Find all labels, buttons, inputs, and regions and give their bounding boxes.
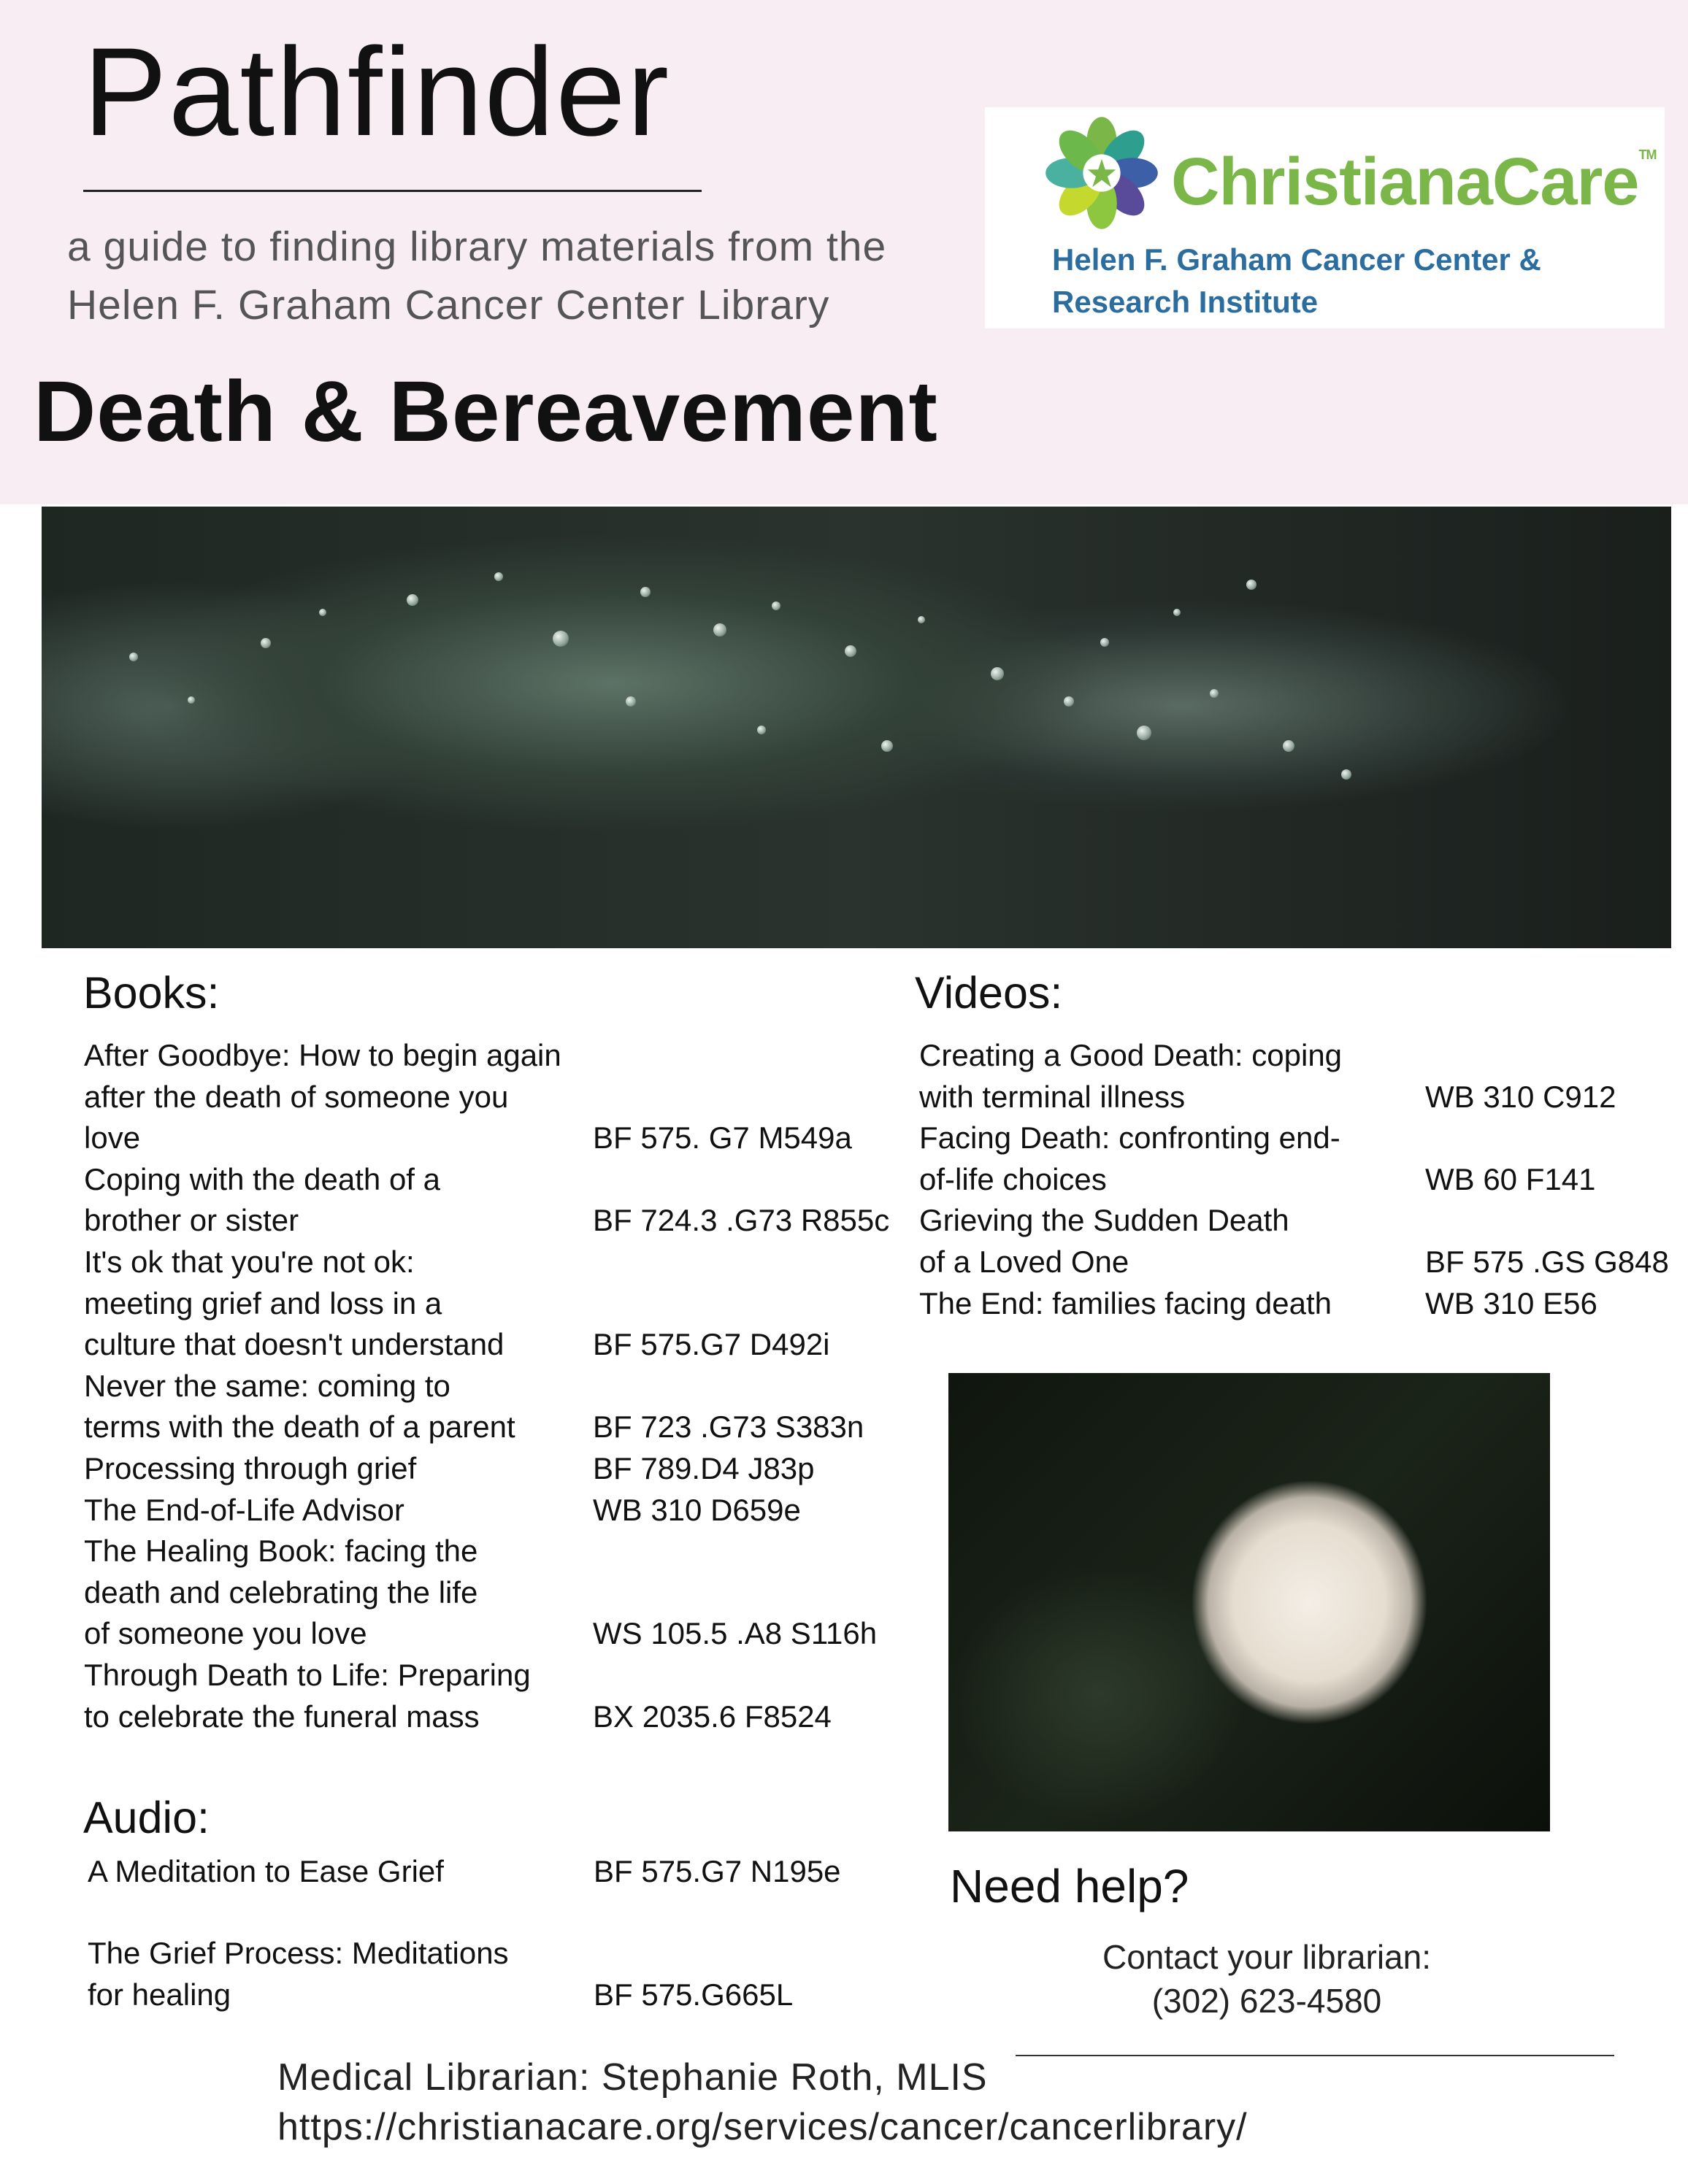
item-title: The Healing Book: facing the death and celebrating the life of someone you love xyxy=(84,1534,478,1651)
item-title: Coping with the death of a brother or sister xyxy=(84,1161,441,1238)
flower-logo-icon xyxy=(1043,115,1160,231)
call-number: BF 575.G7 N195e xyxy=(594,1854,841,1888)
book-entry xyxy=(84,1159,929,1242)
topic-heading: Death & Bereavement xyxy=(34,364,938,460)
water-drop xyxy=(494,572,503,581)
book-entry xyxy=(84,1035,929,1159)
book-entry xyxy=(84,1366,929,1448)
video-entry xyxy=(919,1035,1688,1118)
item-title: The End-of-Life Advisor xyxy=(84,1492,404,1527)
call-number: BX 2035.6 F8524 xyxy=(593,1699,832,1734)
water-drop xyxy=(188,696,195,704)
call-number: WB 310 C912 xyxy=(1425,1079,1616,1114)
water-drop xyxy=(1283,740,1294,752)
water-drop xyxy=(1246,580,1257,590)
book-entry xyxy=(84,1490,929,1531)
water-drop xyxy=(319,609,326,616)
call-number: BF 575. G7 M549a xyxy=(593,1120,852,1155)
audio-heading: Audio: xyxy=(83,1793,210,1842)
rose-image xyxy=(948,1373,1550,1831)
need-help-heading: Need help? xyxy=(950,1860,1189,1912)
water-drop xyxy=(1210,689,1219,698)
item-title: The Grief Process: Meditations for healing xyxy=(88,1936,509,2012)
water-drop xyxy=(1100,638,1109,647)
call-number: BF 724.3 .G73 R855c xyxy=(593,1203,890,1238)
water-drop xyxy=(1173,609,1181,616)
logo-subtitle-2: Research Institute xyxy=(1052,285,1319,319)
call-number: WS 105.5 .A8 S116h xyxy=(593,1616,878,1651)
call-number: BF 575.G7 D492i xyxy=(593,1327,830,1361)
call-number: WB 310 D659e xyxy=(593,1492,801,1527)
hero-image-dewy-branch xyxy=(42,507,1671,948)
book-entry xyxy=(84,1242,929,1366)
video-entry xyxy=(919,1200,1688,1283)
item-title: It's ok that you're not ok: meeting grief and loss in a culture that doesn't understand xyxy=(84,1245,505,1361)
item-title: Never the same: coming to terms with the death of a parent xyxy=(84,1368,515,1445)
water-drop xyxy=(845,645,856,657)
call-number: WB 310 E56 xyxy=(1425,1285,1597,1320)
call-number: BF 575 .GS G848 xyxy=(1425,1244,1669,1279)
water-drop xyxy=(261,638,271,648)
water-drop xyxy=(772,601,780,610)
contact-divider xyxy=(1016,2055,1614,2056)
call-number: WB 60 F141 xyxy=(1425,1161,1596,1196)
item-title: A Meditation to Ease Grief xyxy=(88,1854,444,1888)
water-drop xyxy=(757,726,766,734)
christianacare-logo xyxy=(985,107,1665,328)
water-drop xyxy=(918,616,925,623)
call-number: BF 723 .G73 S383n xyxy=(593,1410,864,1445)
item-title: Processing through grief xyxy=(84,1451,417,1485)
item-title: Grieving the Sudden Death of a Loved One xyxy=(919,1203,1289,1279)
logo-subtitle-1: Helen F. Graham Cancer Center & xyxy=(1052,242,1541,277)
item-title: After Goodbye: How to begin again after the death of someone you love xyxy=(84,1038,561,1155)
title-divider xyxy=(83,190,702,192)
water-drop xyxy=(553,631,569,647)
water-drop xyxy=(1341,769,1351,780)
call-number: BF 575.G665L xyxy=(594,1977,794,2012)
video-entry xyxy=(919,1283,1688,1325)
water-drop xyxy=(1064,696,1074,707)
water-drop xyxy=(640,587,651,597)
logo-wordmark: ChristianaCare™ xyxy=(1171,145,1657,219)
books-heading: Books: xyxy=(83,968,220,1018)
book-entry xyxy=(84,1448,929,1490)
water-drop xyxy=(626,696,636,707)
contact-phone[interactable]: (302) 623-4580 xyxy=(1151,1982,1382,2020)
library-url-link[interactable]: https://christianacare.org/services/cancer/cancerlibrary/ xyxy=(277,2106,1248,2148)
item-title: Facing Death: confronting end- of-life choices xyxy=(919,1120,1340,1196)
page-title: Pathfinder xyxy=(83,22,671,162)
contact-label: Contact your librarian: xyxy=(1102,1938,1431,1976)
audio-entry xyxy=(88,1933,927,2015)
videos-heading: Videos: xyxy=(915,968,1063,1018)
librarian-name: Medical Librarian: Stephanie Roth, MLIS xyxy=(277,2056,988,2099)
item-title: The End: families facing death xyxy=(919,1285,1332,1320)
audio-entry xyxy=(88,1851,927,1893)
call-number: BF 789.D4 J83p xyxy=(593,1451,815,1485)
subtitle-line-2: Helen F. Graham Cancer Center Library xyxy=(67,282,830,328)
water-drop xyxy=(407,594,418,606)
subtitle-line-1: a guide to finding library materials from the xyxy=(67,223,887,270)
book-entry xyxy=(84,1531,929,1655)
video-entry xyxy=(919,1118,1688,1200)
water-drop xyxy=(713,623,726,637)
book-entry xyxy=(84,1655,929,1737)
item-title: Creating a Good Death: coping with terminal illness xyxy=(919,1038,1343,1114)
water-drop xyxy=(991,667,1004,680)
water-drop xyxy=(881,740,893,752)
water-drop xyxy=(129,653,138,661)
item-title: Through Death to Life: Preparing to celebrate the funeral mass xyxy=(84,1658,531,1734)
water-drop xyxy=(1137,726,1151,740)
